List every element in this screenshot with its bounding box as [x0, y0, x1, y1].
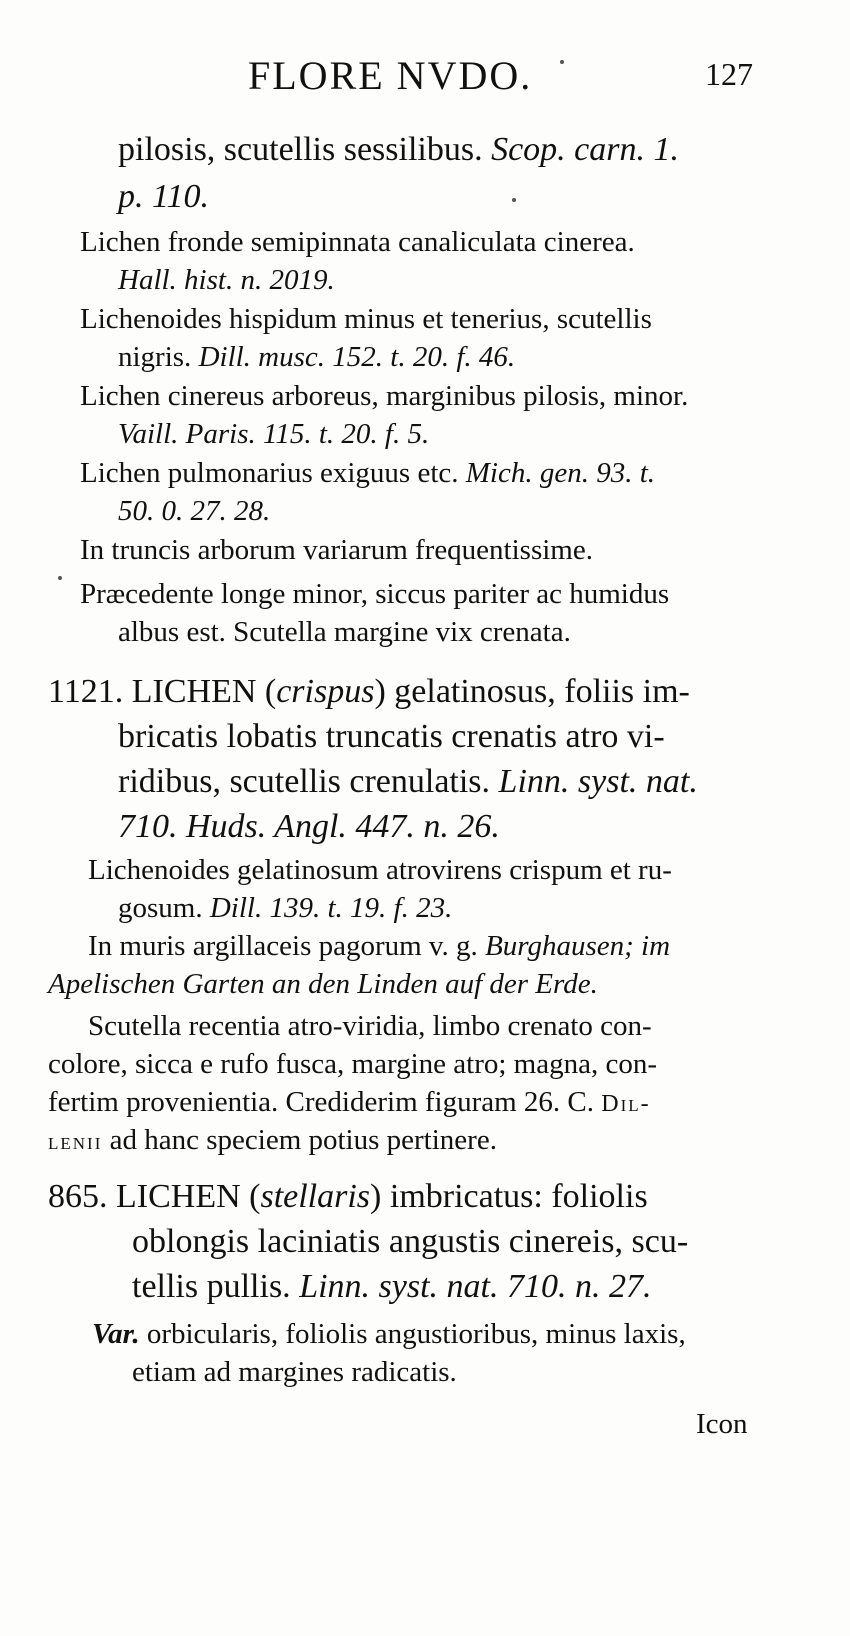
variety-line: Var. orbicularis, foliolis angustioribus, minus laxis,: [92, 1318, 686, 1350]
entry-line: p. 110.: [118, 178, 209, 215]
note-line: albus est. Scutella margine vix crenata.: [118, 616, 571, 648]
note-line: fertim provenientia. Crediderim figuram 26. C. Dil-: [48, 1086, 651, 1118]
note-line: Præcedente longe minor, siccus pariter ac humidus: [80, 578, 670, 610]
synonym-reference: 50. 0. 27. 28.: [118, 495, 271, 527]
synonym-reference: Hall. hist. n. 2019.: [118, 264, 335, 296]
page-number: 127: [705, 56, 753, 92]
author-name: Dil-: [601, 1091, 651, 1117]
entry-number: 1121.: [48, 673, 132, 710]
synonym-line: Lichenoides hispidum minus et tenerius, scutellis: [80, 303, 652, 335]
entry-line: pilosis, scutellis sessilibus. Scop. carn. 1.: [118, 131, 680, 168]
species-epithet: crispus: [276, 673, 375, 710]
ink-speck: [512, 198, 516, 202]
page-header: [0, 52, 850, 102]
entry-reference: 710. Huds. Angl. 447. n. 26.: [118, 808, 500, 845]
ink-speck: [58, 576, 62, 580]
entry-line: ridibus, scutellis crenulatis. Linn. syst. nat.: [118, 763, 698, 800]
variety-line: etiam ad margines radicatis.: [132, 1356, 457, 1388]
entry-line: tellis pullis. Linn. syst. nat. 710. n. 27.: [132, 1268, 652, 1305]
variety-label: Var.: [92, 1318, 140, 1350]
species-epithet: stellaris: [260, 1178, 371, 1215]
running-title: FLORE NVDO.: [248, 53, 533, 98]
entry-number: 865.: [48, 1178, 116, 1215]
synonym-line: Lichen cinereus arboreus, marginibus pilosis, minor.: [80, 380, 689, 412]
synonym-line: Lichen pulmonarius exiguus etc. Mich. gen. 93. t.: [80, 457, 656, 489]
entry-line: bricatis lobatis truncatis crenatis atro vi-: [118, 718, 665, 755]
habitat-line: In muris argillaceis pagorum v. g. Burghausen; im: [88, 930, 671, 962]
synonym-line: Lichen fronde semipinnata canaliculata cinerea.: [80, 226, 635, 258]
synonym-line: Lichenoides gelatinosum atrovirens crispum et ru-: [88, 854, 672, 886]
entry-line: oblongis laciniatis angustis cinereis, scu-: [132, 1223, 689, 1260]
habitat-line: In truncis arborum variarum frequentissime.: [80, 534, 593, 566]
entry-heading: 865. LICHEN (stellaris) imbricatus: foliolis: [48, 1178, 648, 1215]
note-line: Scutella recentia atro-viridia, limbo crenato con-: [88, 1010, 652, 1042]
entry-heading: 1121. LICHEN (crispus) gelatinosus, foliis im-: [48, 673, 690, 710]
synonym-reference: Vaill. Paris. 115. t. 20. f. 5.: [118, 418, 430, 450]
note-line: lenii ad hanc speciem potius pertinere.: [48, 1124, 497, 1156]
habitat-line: Apelischen Garten an den Linden auf der Erde.: [48, 968, 598, 1000]
synonym-line: nigris. Dill. musc. 152. t. 20. f. 46.: [118, 341, 516, 373]
note-line: colore, sicca e rufo fusca, margine atro; magna, con-: [48, 1048, 657, 1080]
ink-speck: [560, 60, 564, 64]
catchword: Icon: [696, 1408, 748, 1440]
author-name: lenii: [48, 1129, 103, 1155]
synonym-line: gosum. Dill. 139. t. 19. f. 23.: [118, 892, 453, 924]
